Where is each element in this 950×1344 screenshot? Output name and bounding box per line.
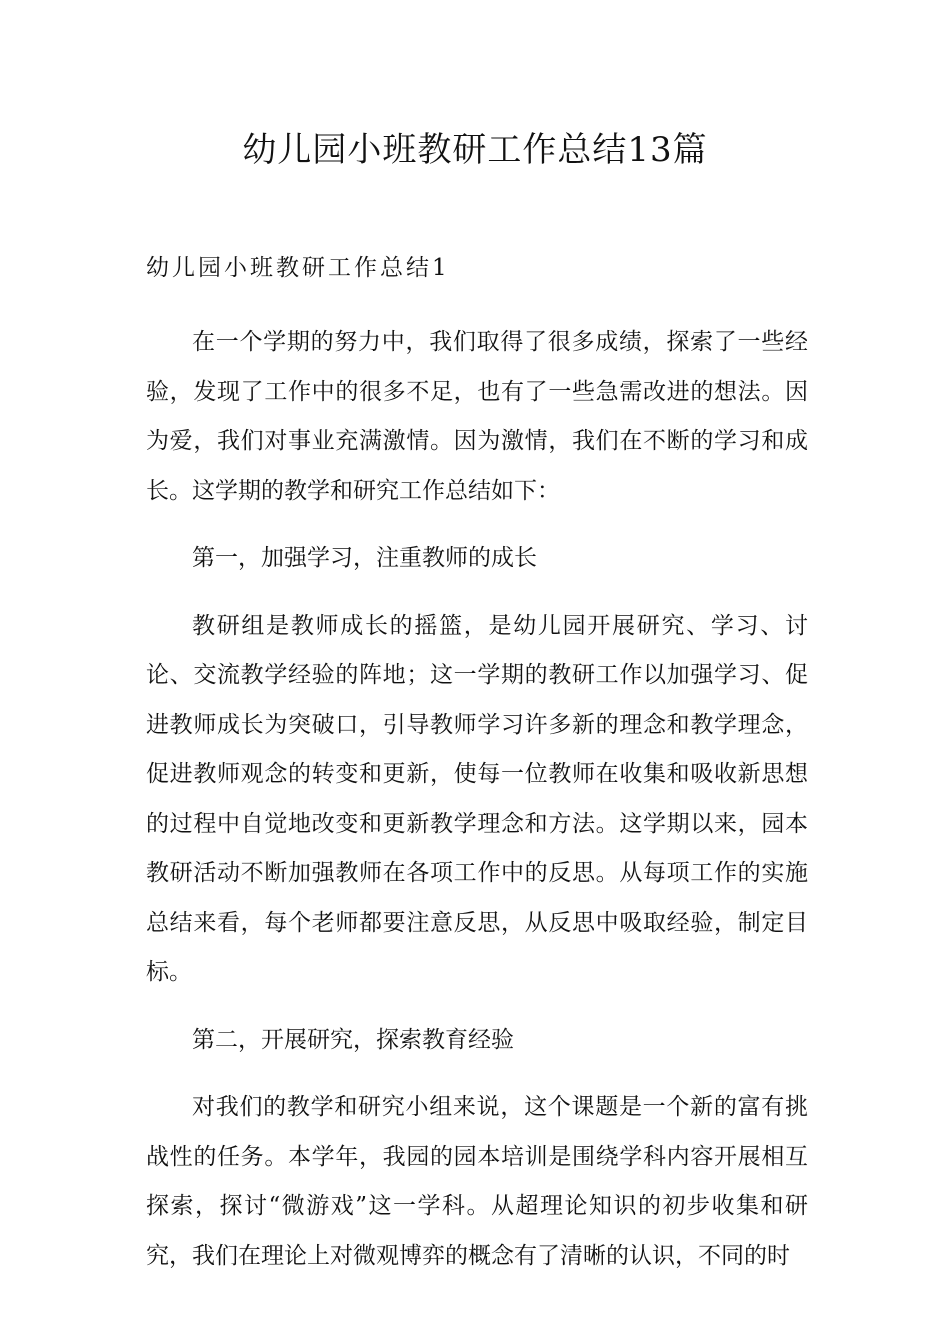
paragraph-teacher-growth: 教研组是教师成长的摇篮，是幼儿园开展研究、学习、讨论、交流教学经验的阵地；这一学期的教研工作以加强学习、促进教师成长为突破口，引导教师学习许多新的理念和教学理念，促进教师观念的转变和更新，使每一位教师在收集和吸收新思想的过程中自觉地改变和更新教学理念和方法。这学期以来，园本教研活动不断加强教师在各项工作中的反思。从每项工作的实施总结来看，每个老师都要注意反思，从反思中吸取经验，制定目标。 bbox=[146, 612, 808, 985]
document-body bbox=[146, 318, 808, 1281]
paragraph-point-two-heading: 第二，开展研究，探索教育经验 bbox=[192, 1026, 514, 1053]
document-title: 幼儿园小班教研工作总结13篇 bbox=[242, 130, 708, 170]
section-heading: 幼儿园小班教研工作总结1 bbox=[146, 255, 450, 281]
paragraph-point-one-heading: 第一，加强学习，注重教师的成长 bbox=[192, 545, 537, 571]
paragraph-research: 对我们的教学和研究小组来说，这个课题是一个新的富有挑战性的任务。本学年，我园的园本培训是围绕学科内容开展相互探索，探讨“微游戏”这一学科。从超理论知识的初步收集和研究，我们在理论上对微观博弈的概念有了清晰的认识，不同的时 bbox=[146, 1094, 808, 1269]
paragraph-intro: 在一个学期的努力中，我们取得了很多成绩，探索了一些经验，发现了工作中的很多不足，也有了一些急需改进的想法。因为爱，我们对事业充满激情。因为激情，我们在不断的学习和成长。这学期的教学和研究工作总结如下： bbox=[146, 329, 808, 504]
